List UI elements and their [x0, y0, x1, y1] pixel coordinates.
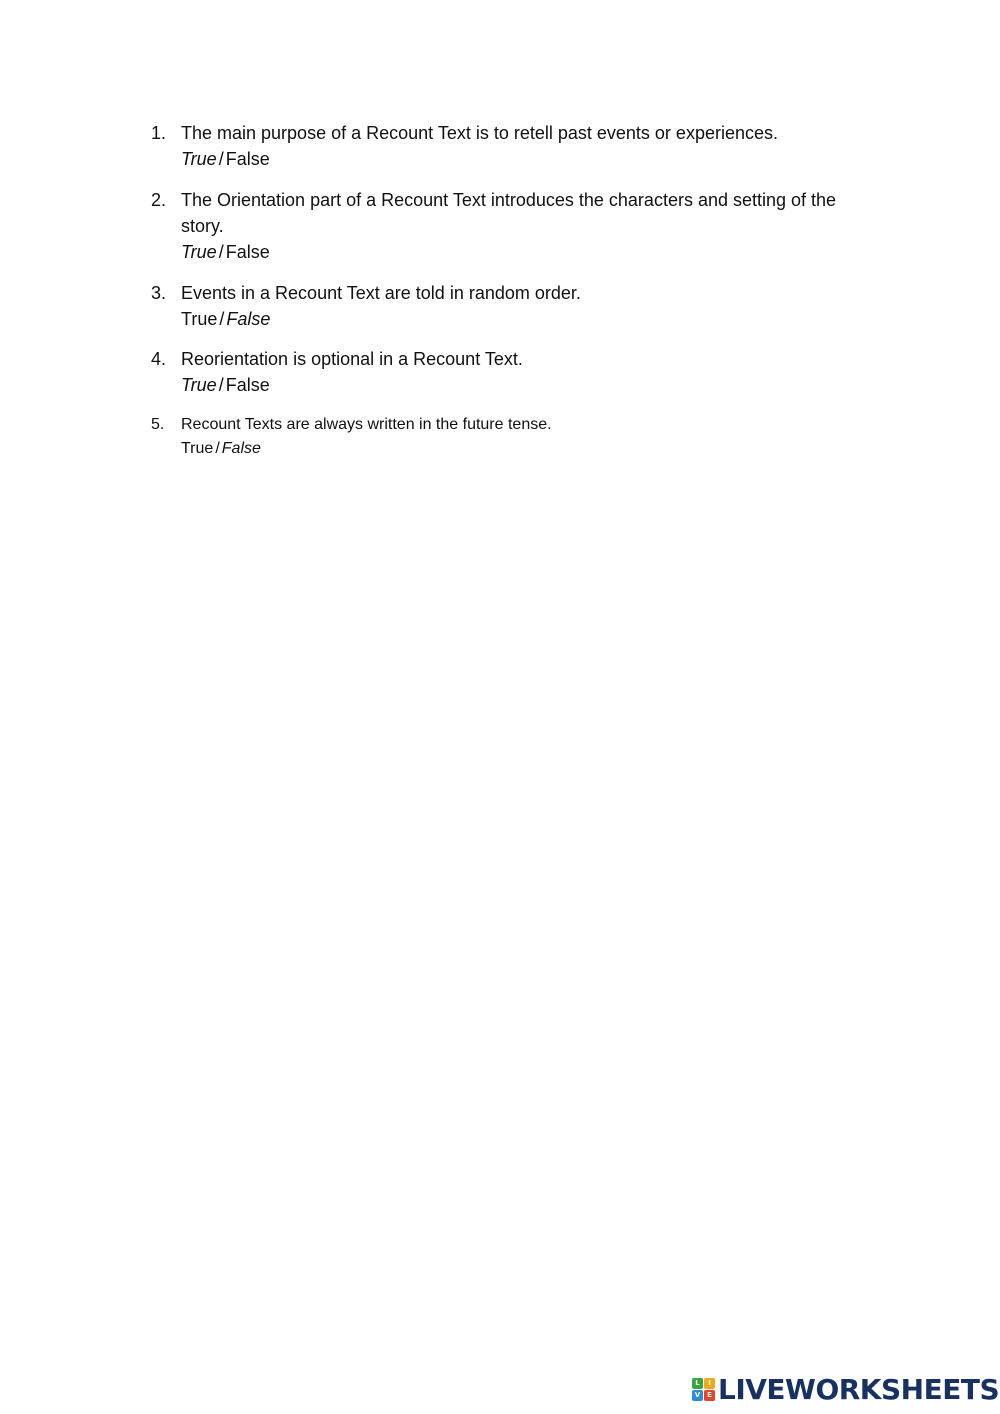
question-5 [151, 413, 871, 461]
question-prompt-line-1: The Orientation part of a Recount Text introduces the characters and setting of the [181, 190, 837, 210]
logo-mark-cell: I [704, 1378, 715, 1389]
question-prompt: Events in a Recount Text are told in random order. [181, 283, 581, 303]
answer-options [181, 372, 871, 398]
option-true[interactable]: True [181, 375, 217, 395]
answer-options [181, 146, 871, 172]
question-number: 1. [151, 123, 167, 143]
option-false[interactable]: False [226, 309, 271, 329]
question-prompt: Recount Texts are always written in the future tense. [181, 416, 552, 433]
question-2 [151, 187, 871, 265]
option-false[interactable]: False [221, 440, 261, 457]
option-false[interactable]: False [225, 375, 270, 395]
question-prompt: Reorientation is optional in a Recount Text. [181, 349, 523, 369]
liveworksheets-logo [692, 1372, 999, 1406]
question-number: 4. [151, 349, 167, 369]
option-false[interactable]: False [225, 149, 270, 169]
question-number: 2. [151, 190, 167, 210]
answer-options [181, 306, 871, 332]
option-separator: / [218, 242, 224, 262]
option-separator: / [218, 149, 224, 169]
answer-options [181, 239, 871, 265]
logo-mark-cell: L [692, 1378, 703, 1389]
option-separator: / [215, 440, 220, 457]
question-1 [151, 120, 871, 172]
question-prompt: The main purpose of a Recount Text is to retell past events or experiences. [181, 123, 778, 143]
option-true[interactable]: True [181, 242, 217, 262]
answer-options [181, 437, 871, 461]
question-4 [151, 346, 871, 398]
option-true[interactable]: True [181, 309, 218, 329]
question-number: 3. [151, 283, 167, 303]
option-true[interactable]: True [181, 440, 214, 457]
option-true[interactable]: True [181, 149, 217, 169]
logo-mark-cell: V [692, 1390, 703, 1401]
option-false[interactable]: False [225, 242, 270, 262]
logo-mark-cell: E [704, 1390, 715, 1401]
logo-text: LIVEWORKSHEETS [718, 1372, 1000, 1406]
question-3 [151, 280, 871, 332]
question-number: 5. [151, 416, 165, 433]
question-prompt-line-2: story. [181, 216, 224, 236]
option-separator: / [219, 309, 225, 329]
option-separator: / [218, 375, 224, 395]
logo-mark-icon [692, 1378, 715, 1401]
